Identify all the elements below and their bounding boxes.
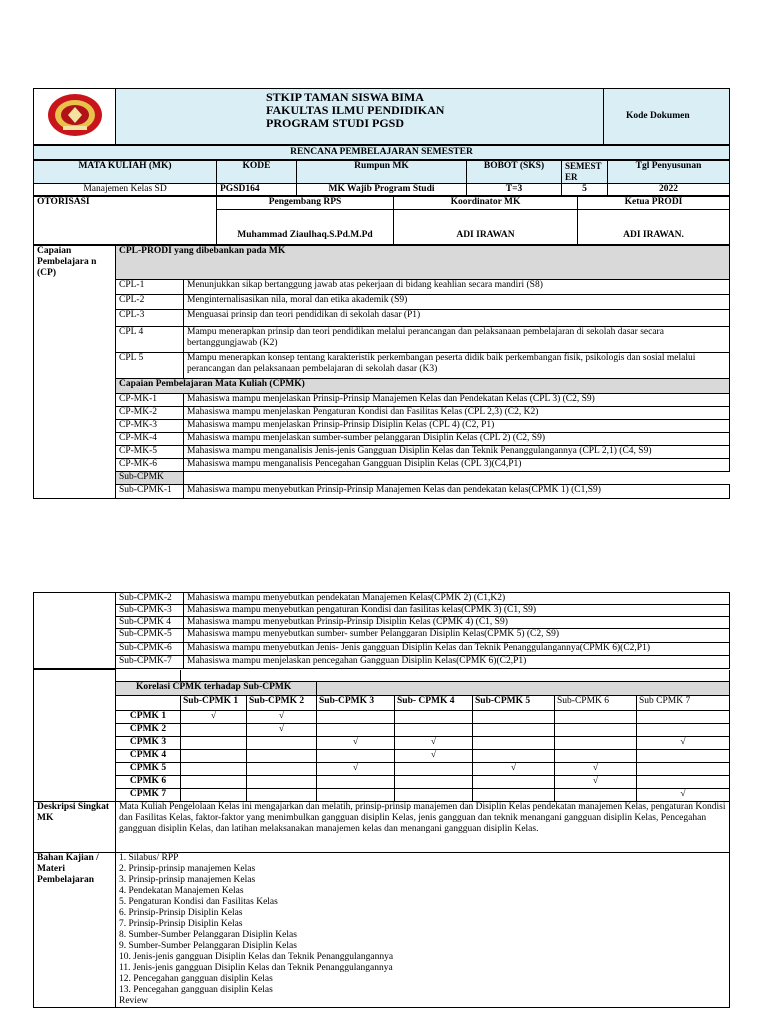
bahan-kajian-item: 13. Pencegahan gangguan disiplin Kelas	[119, 984, 273, 995]
subcpmk-code: Sub-CPMK-7	[116, 656, 184, 669]
correlation-row	[34, 737, 730, 750]
correlation-column-header: Sub-CPMK 5	[473, 696, 555, 711]
course-info-table	[33, 160, 730, 196]
correlation-cell	[473, 776, 555, 789]
subcpmk-text: Mahasiswa mampu menyebutkan Prinsip-Prinsip Disiplin Kelas (CPMK 4) (C1, S9)	[184, 617, 730, 629]
bahan-kajian-list	[116, 852, 730, 1007]
subcpmk-code: Sub-CPMK-1	[116, 485, 184, 499]
check-mark-icon: √	[181, 711, 247, 724]
course-credits: T=3	[467, 184, 562, 196]
check-mark-icon: √	[247, 711, 317, 724]
cpmk-text: Mahasiswa mampu menjelaskan Pengaturan Kondisi dan Fasilitas Kelas (CPL 2,3) (C2, K2)	[184, 407, 730, 420]
cpl-code: CPL-1	[116, 280, 184, 295]
correlation-cell	[181, 789, 247, 802]
correlation-row	[34, 776, 730, 789]
subcpmk-text: Mahasiswa mampu menyebutkan Jenis- Jenis gangguan Disiplin Kelas dan Teknik Penanggulangannya(CPMK 6)(C2,P1)	[184, 643, 730, 656]
correlation-cell	[395, 789, 473, 802]
course-header: MATA KULIAH (MK)	[34, 161, 217, 184]
bahan-kajian-item: 1. Silabus/ RPP	[119, 852, 179, 863]
correlation-cell	[317, 724, 395, 737]
cpmk-heading: Capaian Pembelajaran Mata Kuliah (CPMK)	[116, 379, 730, 394]
cpmk-text: Mahasiswa mampu menjelaskan sumber-sumber pelanggaran Disiplin Kelas (CPL 2) (C2, S9)	[184, 433, 730, 446]
role-label: Pengembang RPS	[217, 197, 394, 210]
cp-table	[33, 245, 730, 499]
institution-logo-icon	[44, 93, 106, 137]
bahan-kajian-item: 6. Prinsip-Prinsip Disiplin Kelas	[119, 907, 243, 918]
cpl-text: Menginternalisasikan nila, moral dan etika akademik (S9)	[184, 295, 730, 310]
correlation-cell	[473, 750, 555, 763]
correlation-cell	[317, 776, 395, 789]
correlation-cell	[555, 711, 637, 724]
check-mark-icon: √	[637, 789, 730, 802]
head-name: ADI IRAWAN.	[578, 210, 730, 245]
bahan-kajian-item: 4. Pendekatan Manajemen Kelas	[119, 885, 244, 896]
bahan-kajian-item: 11. Jenis-jenis gangguan Disiplin Kelas dan Teknik Penanggulangannya	[119, 962, 393, 973]
course-code: PGSD164	[217, 184, 297, 196]
correlation-cell	[473, 711, 555, 724]
subcpmk-code: Sub-CPMK-3	[116, 605, 184, 617]
correlation-cell	[395, 724, 473, 737]
check-mark-icon: √	[637, 737, 730, 750]
header-table	[33, 88, 730, 145]
correlation-cell	[473, 724, 555, 737]
doc-code-label: Kode Dokumen	[604, 89, 730, 145]
cpmk-text: Mahasiswa mampu menjelaskan Prinsip-Prinsip Disiplin Kelas (CPL 4) (C2, P1)	[184, 420, 730, 433]
cpmk-code: CP-MK-6	[116, 459, 184, 472]
subcpmk-text: Mahasiswa mampu menyebutkan Prinsip-Prinsip Manajemen Kelas dan pendekatan kelas(CPMK 1) (C1,S9)	[184, 485, 730, 499]
correlation-cell	[555, 750, 637, 763]
role-label: Koordinator MK	[394, 197, 578, 210]
correlation-row-label: CPMK 7	[116, 789, 181, 802]
bahan-kajian-item: 3. Prinsip-prinsip manajemen Kelas	[119, 874, 256, 885]
course-header: Rumpun MK	[297, 161, 467, 184]
correlation-column-header: Sub-CPMK 6	[555, 696, 637, 711]
subcpmk-table	[33, 592, 730, 669]
subcpmk-text	[181, 670, 730, 682]
correlation-column-header: Sub-CPMK 1	[181, 696, 247, 711]
bahan-kajian-label: Bahan Kajian / Materi Pembelajaran	[34, 852, 116, 1007]
course-semester: 5	[562, 184, 608, 196]
correlation-cell	[247, 750, 317, 763]
correlation-row	[34, 789, 730, 802]
correlation-table	[33, 669, 730, 802]
role-label: Ketua PRODI	[578, 197, 730, 210]
faculty-name: FAKULTAS ILMU PENDIDIKAN	[266, 103, 445, 117]
authorization-label: OTORISASI	[34, 197, 217, 245]
correlation-header-row	[34, 696, 730, 711]
rps-page-1	[33, 88, 730, 499]
correlation-row-label: CPMK 6	[116, 776, 181, 789]
authorization-table	[33, 196, 730, 245]
correlation-cell	[555, 737, 637, 750]
correlation-cell	[181, 776, 247, 789]
correlation-row-label: CPMK 1	[116, 711, 181, 724]
institution-name: STKIP TAMAN SISWA BIMA	[266, 90, 424, 104]
cpl-code: CPL 5	[116, 353, 184, 379]
bahan-kajian-item: 9. Sumber-Sumber Pelanggaran Disiplin Kelas	[119, 940, 297, 951]
correlation-column-header: Sub CPMK 7	[637, 696, 730, 711]
correlation-column-header: Sub-CPMK 2	[247, 696, 317, 711]
cpmk-text: Mahasiswa mampu menjelaskan Prinsip-Prinsip Manajemen Kelas dan Pendekatan Kelas (CPL 3) (C2, S9)	[184, 394, 730, 407]
course-date: 2022	[608, 184, 730, 196]
course-name: Manajemen Kelas SD	[34, 184, 217, 196]
correlation-cell	[181, 737, 247, 750]
correlation-cell	[181, 750, 247, 763]
cpl-code: CPL-3	[116, 310, 184, 327]
correlation-row-label: CPMK 5	[116, 763, 181, 776]
cpl-text: Mampu menerapkan konsep tentang karakteristik perkembangan peserta didik baik perkembangan fisik, psikologis dan sosial melalui perancangan dan pelaksanaan pembelajaran di sekolah dasar (K3)	[184, 353, 730, 379]
check-mark-icon: √	[247, 724, 317, 737]
bahan-kajian-item: 2. Prinsip-prinsip manajemen Kelas	[119, 863, 256, 874]
bahan-kajian-item: 7. Prinsip-Prinsip Disiplin Kelas	[119, 918, 243, 929]
subcpmk-text: Mahasiswa mampu menyebutkan pendekatan Manajemen Kelas(CPMK 2) (C1,K2)	[184, 593, 730, 605]
cpl-text: Menguasai prinsip dan teori pendidikan di sekolah dasar (P1)	[184, 310, 730, 327]
correlation-cell	[473, 789, 555, 802]
correlation-cell	[247, 737, 317, 750]
check-mark-icon: √	[395, 750, 473, 763]
program-name: PROGRAM STUDI PGSD	[266, 116, 405, 130]
correlation-column-header: Sub- CPMK 4	[395, 696, 473, 711]
course-header: KODE	[217, 161, 297, 184]
logo-cell	[34, 89, 116, 145]
subcpmk-code: Sub-CPMK-6	[116, 643, 184, 656]
institution-heading	[116, 89, 604, 145]
cpmk-text: Mahasiswa mampu menganalisis Pencegahan Gangguan Disiplin Kelas (CPL 3)(C4,P1)	[184, 459, 730, 472]
correlation-cell	[247, 763, 317, 776]
cp-label: Capaian Pembelajara n (CP)	[34, 246, 116, 499]
check-mark-icon: √	[473, 763, 555, 776]
bahan-kajian-item: 10. Jenis-jenis gangguan Disiplin Kelas dan Teknik Penanggulangannya	[119, 951, 394, 962]
cpmk-code: CP-MK-2	[116, 407, 184, 420]
correlation-cell	[473, 737, 555, 750]
doc-title: RENCANA PEMBELAJARAN SEMESTER	[34, 146, 730, 160]
cpmk-code: CP-MK-5	[116, 446, 184, 459]
correlation-cell	[637, 750, 730, 763]
correlation-cell	[247, 789, 317, 802]
subcpmk-code: Sub-CPMK 4	[116, 617, 184, 629]
course-header: BOBOT (SKS)	[467, 161, 562, 184]
correlation-cell	[637, 776, 730, 789]
correlation-row-label: CPMK 4	[116, 750, 181, 763]
correlation-cell	[637, 763, 730, 776]
subcpmk-text: Mahasiswa mampu menyebutkan pengaturan Kondisi dan fasilitas kelas(CPMK 3) (C1, S9)	[184, 605, 730, 617]
course-header: Tgl Penyusunan	[608, 161, 730, 184]
cpl-text: Mampu menerapkan prinsip dan teori pendidikan melalui perancangan dan pelaksanaan pembelajaran di sekolah dasar secara bertanggungjawab (K2)	[184, 327, 730, 353]
correlation-cell	[637, 711, 730, 724]
cpmk-code: CP-MK-4	[116, 433, 184, 446]
bahan-kajian-item: Review	[119, 995, 149, 1006]
developer-name: Muhammad Ziaulhaq.S.Pd.M.Pd	[217, 210, 394, 245]
correlation-cell	[181, 724, 247, 737]
subcpmk-code: Sub-CPMK-2	[116, 593, 184, 605]
correlation-cell	[317, 750, 395, 763]
check-mark-icon: √	[317, 763, 395, 776]
correlation-cell	[637, 724, 730, 737]
correlation-title: Korelasi CPMK terhadap Sub-CPMK	[116, 682, 317, 696]
correlation-row	[34, 711, 730, 724]
coordinator-name: ADI IRAWAN	[394, 210, 578, 245]
cpl-text: Menunjukkan sikap bertanggung jawab atas pekerjaan di bidang keahlian secara mandiri (S8)	[184, 280, 730, 295]
deskripsi-table	[33, 802, 730, 1008]
subcpmk-code	[116, 670, 181, 682]
correlation-cell	[317, 789, 395, 802]
check-mark-icon: √	[555, 763, 637, 776]
correlation-row-label: CPMK 2	[116, 724, 181, 737]
correlation-row	[34, 763, 730, 776]
cpl-code: CPL 4	[116, 327, 184, 353]
rps-page-2	[33, 592, 730, 1008]
correlation-row	[34, 724, 730, 737]
correlation-row-label: CPMK 3	[116, 737, 181, 750]
bahan-kajian-item: 12. Pencegahan gangguan disiplin Kelas	[119, 973, 273, 984]
correlation-row	[34, 750, 730, 763]
correlation-cell	[395, 763, 473, 776]
correlation-cell	[317, 711, 395, 724]
correlation-cell	[555, 789, 637, 802]
check-mark-icon: √	[555, 776, 637, 789]
subcpmk-heading: Sub-CPMK	[116, 472, 184, 485]
rps-title-table	[33, 145, 730, 160]
deskripsi-label: Deskripsi Singkat MK	[34, 802, 116, 852]
check-mark-icon: √	[395, 737, 473, 750]
correlation-cell	[395, 711, 473, 724]
course-cluster: MK Wajib Program Studi	[297, 184, 467, 196]
cpl-heading: CPL-PRODI yang dibebankan pada MK	[116, 246, 730, 280]
correlation-cell	[181, 763, 247, 776]
subcpmk-text: Mahasiswa mampu menjelaskan pencegahan Gangguan Disiplin Kelas(CPMK 6)(C2,P1)	[184, 656, 730, 669]
bahan-kajian-item: 5. Pengaturan Kondisi dan Fasilitas Kelas	[119, 896, 278, 907]
check-mark-icon: √	[317, 737, 395, 750]
cpmk-code: CP-MK-1	[116, 394, 184, 407]
correlation-cell	[395, 776, 473, 789]
subcpmk-text: Mahasiswa mampu menyebutkan sumber- sumber Pelanggaran Disiplin Kelas(CPMK 5) (C2, S9)	[184, 629, 730, 643]
deskripsi-text: Mata Kuliah Pengelolaan Kelas ini mengajarkan dan melatih, prinsip-prinsip manajemen dan Disiplin Kelas pendekatan manajemen Kelas, pengaturan Kondisi dan Fasilitas Kelas, faktor-faktor yang menimbulkan gangguan disiplin Kelas, jenis gangguan dan teknik menangani gangguan disiplin Kelas, Pencegahan gangguan disiplin Kelas, dan latihan melaksanakan manajemen kelas dan menangani gangguan disiplin Kelas.	[116, 802, 730, 852]
correlation-column-header: Sub-CPMK 3	[317, 696, 395, 711]
bahan-kajian-item: 8. Sumber-Sumber Pelanggaran Disiplin Kelas	[119, 929, 297, 940]
cpl-code: CPL-2	[116, 295, 184, 310]
cpmk-code: CP-MK-3	[116, 420, 184, 433]
subcpmk-code: Sub-CPMK-5	[116, 629, 184, 643]
correlation-cell	[555, 724, 637, 737]
course-header: SEMEST ER	[562, 161, 608, 184]
correlation-cell	[247, 776, 317, 789]
cpmk-text: Mahasiswa mampu menganalisis Jenis-jenis Gangguan Disiplin Kelas dan Teknik Penanggulangannya (CPL 2,1) (C4, S9)	[184, 446, 730, 459]
